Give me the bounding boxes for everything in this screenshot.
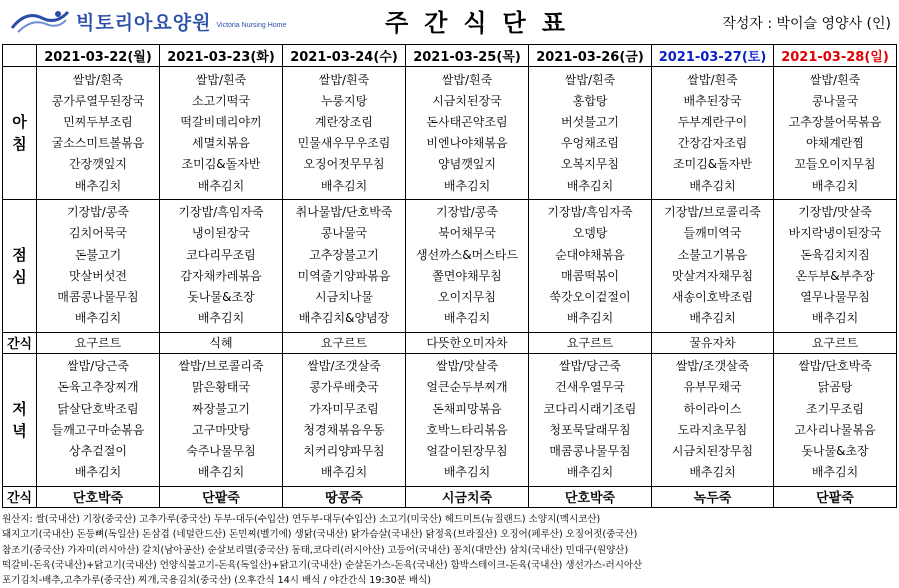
menu-item: 배추김치 xyxy=(320,178,368,193)
lunch-menu-cell xyxy=(283,199,406,332)
dinner-menu-cell xyxy=(529,353,652,486)
origin-line: 돼지고기(국내산) 돈등뼈(독일산) 돈삼겹 (네덜란드산) 돈민찌(벨기에) 생닭(국내산) 닭가슴살(국내산) 닭정육(브라질산) 오징어(페루산) 오징어젓(중국산) xyxy=(2,529,638,541)
menu-item: 하이라이스 xyxy=(683,401,742,416)
logo xyxy=(8,6,286,36)
menu-item: 기장밥/콩죽 xyxy=(435,205,498,220)
menu-item: 청포묵달래무침 xyxy=(549,422,631,437)
breakfast-menu-cell xyxy=(652,67,774,200)
breakfast-menu-cell xyxy=(283,67,406,200)
meal-label-char: 점 xyxy=(12,245,27,264)
lunch-label xyxy=(3,199,37,332)
breakfast-menu-cell xyxy=(529,67,652,200)
menu-item: 우엉채조림 xyxy=(561,136,619,151)
menu-item: 콩가루배춧국 xyxy=(309,380,379,395)
menu-item: 고사리나물볶음 xyxy=(794,422,876,437)
logo-subtitle: Victoria Nursing Home xyxy=(216,22,287,29)
menu-item: 바지락냉이된장국 xyxy=(788,226,882,241)
menu-item: 배추김치 xyxy=(811,311,859,326)
menu-item: 오복지무침 xyxy=(561,157,619,172)
menu-item: 간장깻잎지 xyxy=(69,157,127,172)
menu-item: 쌀밥/흰죽 xyxy=(441,72,493,87)
menu-item: 굴소스미트볼볶음 xyxy=(51,136,145,151)
snack-cell: 땅콩죽 xyxy=(283,486,406,507)
weekly-menu-table xyxy=(2,44,897,508)
menu-item: 배추김치 xyxy=(689,178,736,193)
day-header: 2021-03-24(수) xyxy=(283,45,406,67)
menu-item: 돈육고추장찌개 xyxy=(57,380,139,395)
menu-item: 쌀밥/흰죽 xyxy=(318,72,370,87)
menu-item: 오징어젓무무침 xyxy=(303,157,385,172)
meal-label-char: 저 xyxy=(12,399,27,418)
snack-cell: 단팥죽 xyxy=(160,486,283,507)
menu-item: 쌀밥/단호박죽 xyxy=(798,359,872,374)
menu-item: 조기무조림 xyxy=(806,401,864,416)
menu-item: 쌀밥/당근죽 xyxy=(558,359,621,374)
snack-cell: 식혜 xyxy=(160,332,283,353)
day-header: 2021-03-26(금) xyxy=(529,45,652,67)
menu-item: 고구마맛탕 xyxy=(192,422,250,437)
menu-item: 배추김치 xyxy=(689,311,736,326)
menu-item: 들깨고구마순볶음 xyxy=(51,422,145,437)
menu-item: 김치어묵국 xyxy=(69,226,127,241)
menu-item: 생선까스&머스타드 xyxy=(415,247,519,262)
day-header: 2021-03-23(화) xyxy=(160,45,283,67)
menu-item: 배추김치 xyxy=(443,311,491,326)
menu-item: 세멸치볶음 xyxy=(192,136,250,151)
menu-item: 코다리무조림 xyxy=(186,247,256,262)
menu-item: 건새우열무국 xyxy=(555,380,625,395)
menu-item: 배추된장국 xyxy=(683,93,742,108)
menu-item: 기장밥/흑임자죽 xyxy=(178,205,264,220)
menu-item: 돈채피망볶음 xyxy=(432,401,502,416)
day-header: 2021-03-28(일) xyxy=(774,45,897,67)
menu-item: 돈불고기 xyxy=(74,247,122,262)
menu-item: 호박느타리볶음 xyxy=(426,422,508,437)
menu-item: 닭곰탕 xyxy=(817,380,853,395)
menu-item: 시금치된장무침 xyxy=(671,443,754,458)
breakfast-menu-cell xyxy=(406,67,529,200)
lunch-menu-cell xyxy=(529,199,652,332)
menu-item: 돗나물&초장 xyxy=(801,443,869,458)
menu-item: 매콤콩나물무침 xyxy=(549,443,631,458)
menu-item: 쌀밥/조갯살죽 xyxy=(307,359,381,374)
breakfast-row xyxy=(3,67,897,200)
menu-item: 코다리시래기조림 xyxy=(543,401,637,416)
menu-item: 배추김치 xyxy=(74,311,122,326)
menu-item: 쌀밥/흰죽 xyxy=(564,72,616,87)
menu-item: 숙주나물무침 xyxy=(186,443,256,458)
menu-item: 열무나물무침 xyxy=(800,289,870,304)
menu-item: 매콤콩나물무침 xyxy=(57,289,139,304)
meal-label-char: 침 xyxy=(12,135,27,154)
day-header: 2021-03-27(토) xyxy=(652,45,774,67)
menu-item: 도라지초무침 xyxy=(677,422,748,437)
menu-item: 취나물밥/단호박죽 xyxy=(295,205,393,220)
menu-item: 조미김&돌자반 xyxy=(673,157,752,172)
day-header: 2021-03-22(월) xyxy=(37,45,160,67)
breakfast-menu-cell xyxy=(160,67,283,200)
menu-item: 쌀밥/흰죽 xyxy=(687,72,738,87)
menu-item: 돈사태곤약조림 xyxy=(426,115,508,129)
menu-item: 배추김치 xyxy=(197,178,245,193)
menu-item: 꼬들오이지무침 xyxy=(794,157,876,172)
menu-item: 쌀밥/흰죽 xyxy=(72,72,124,87)
menu-item: 북어채무국 xyxy=(438,226,496,241)
menu-item: 가자미무조림 xyxy=(309,401,379,416)
logo-name: 빅토리아요양원 xyxy=(76,11,212,34)
menu-item: 배추김치 xyxy=(197,311,245,326)
menu-item: 유부무채국 xyxy=(683,380,742,395)
snack-cell: 꿀유자차 xyxy=(652,332,774,353)
menu-item: 배추김치 xyxy=(443,465,491,480)
dinner-menu-cell xyxy=(37,353,160,486)
origin-line: 떡갈비-돈육(국내산)+닭고기(국내산) 언양식불고기-돈육(독일산)+닭고기(국내산) 순살돈가스-돈육(국내산) 함박스테이크-돈육(국내산) 생선가스-러시아산 xyxy=(2,559,643,571)
page-title: 주간식단표 xyxy=(385,9,581,37)
menu-item: 버섯불고기 xyxy=(561,115,619,129)
menu-item: 콩나물국 xyxy=(811,93,859,108)
menu-item: 쌀밥/맛살죽 xyxy=(435,359,498,374)
origin-line: 포기김치-배추,고추가루(중국산) 찌개,국용김치(중국산) (오후간식 14시 배식 / 야간간식 19:30분 배식) xyxy=(2,575,431,587)
lunch-menu-cell xyxy=(774,199,897,332)
snack-cell: 요구르트 xyxy=(283,332,406,353)
snack-cell: 시금치죽 xyxy=(406,486,529,507)
menu-item: 야채계란찜 xyxy=(806,136,864,151)
menu-item: 맑은황태국 xyxy=(192,380,250,395)
origin-notes xyxy=(2,512,896,588)
menu-item: 쌀밥/브로콜리죽 xyxy=(178,359,264,374)
menu-item: 배추김치 xyxy=(74,465,122,480)
snack-cell: 단호박죽 xyxy=(37,486,160,507)
menu-item: 감자채카레볶음 xyxy=(180,268,262,283)
snack-cell: 다뜻한오미자차 xyxy=(406,332,529,353)
menu-item: 쌀밥/흰죽 xyxy=(195,72,247,87)
menu-item: 맛살겨자채무침 xyxy=(671,268,754,283)
menu-item: 배추김치 xyxy=(689,465,736,480)
meal-label-char: 심 xyxy=(12,267,27,286)
dinner-menu-cell xyxy=(283,353,406,486)
menu-item: 홍합탕 xyxy=(572,93,608,108)
snack-cell: 요구르트 xyxy=(529,332,652,353)
breakfast-menu-cell xyxy=(37,67,160,200)
menu-item: 기장밥/흑임자죽 xyxy=(547,205,633,220)
menu-item: 짜장불고기 xyxy=(192,401,250,416)
menu-item: 미역줄기양파볶음 xyxy=(297,268,391,283)
menu-item: 계란장조림 xyxy=(315,115,373,129)
menu-item: 상추겉절이 xyxy=(69,443,127,458)
menu-item: 배추김치 xyxy=(197,465,245,480)
menu-item: 두부계란구이 xyxy=(677,115,748,129)
menu-item: 매콤떡볶이 xyxy=(561,268,619,283)
menu-item: 콩가루열무된장국 xyxy=(51,93,145,108)
menu-item: 닭살단호박조림 xyxy=(57,401,139,416)
breakfast-label xyxy=(3,67,37,200)
menu-item: 고추장불고기 xyxy=(309,247,379,262)
menu-item: 배추김치 xyxy=(566,311,614,326)
menu-item: 배추김치 xyxy=(811,178,859,193)
menu-item: 쑥갓오이겉절이 xyxy=(549,289,631,304)
snack1-label: 간식 xyxy=(3,332,37,353)
menu-item: 간장감자조림 xyxy=(677,136,748,151)
lunch-menu-cell xyxy=(37,199,160,332)
menu-item: 시금치나물 xyxy=(315,289,373,304)
menu-item: 새송이호박조림 xyxy=(671,289,754,304)
origin-line: 원산지: 쌀(국내산) 기장(중국산) 고추가루(중국산) 두부-대두(수입산) 연두부-대두(수입산) 소고기(미국산) 헤드미트(뉴질랜드) 소양지(멕시코산) xyxy=(2,514,601,525)
menu-item: 순대야채볶음 xyxy=(555,247,625,262)
menu-item: 기장밥/콩죽 xyxy=(66,205,129,220)
dinner-row xyxy=(3,353,897,486)
menu-item: 배추김치 xyxy=(566,178,614,193)
menu-item: 얼큰순두부찌개 xyxy=(426,380,508,395)
corner-cell xyxy=(3,45,37,67)
menu-item: 콩나물국 xyxy=(320,226,368,241)
menu-item: 배추김치 xyxy=(320,465,368,480)
lunch-row xyxy=(3,199,897,332)
lunch-menu-cell xyxy=(652,199,774,332)
page-header xyxy=(0,0,899,42)
menu-item: 고추장불어묵볶음 xyxy=(788,115,882,129)
menu-item: 쌀밥/조갯살죽 xyxy=(675,359,750,374)
dinner-menu-cell xyxy=(406,353,529,486)
menu-item: 쌀밥/당근죽 xyxy=(66,359,129,374)
day-header: 2021-03-25(목) xyxy=(406,45,529,67)
meal-label-char: 녁 xyxy=(12,421,27,440)
snack-cell: 단팥죽 xyxy=(774,486,897,507)
menu-item: 기장밥/브로콜리죽 xyxy=(664,205,761,220)
menu-item: 배추김치 xyxy=(443,178,491,193)
menu-item: 민물새우무우조림 xyxy=(297,136,391,151)
menu-item: 쫄면야채무침 xyxy=(432,268,502,283)
menu-item: 맛살버섯전 xyxy=(69,268,127,283)
menu-item: 조미김&돌자반 xyxy=(181,157,261,172)
menu-item: 비엔나야채볶음 xyxy=(426,136,508,151)
menu-item: 배추김치 xyxy=(566,465,614,480)
dinner-menu-cell xyxy=(774,353,897,486)
menu-item: 오뎅탕 xyxy=(572,226,608,241)
origin-line: 참조기(중국산) 가자미(러시아산) 갈치(남아공산) 순살보리멸(중국산) 동태,코다리(러시아산) 고등어(국내산) 꽁치(대만산) 삼치(국내산) 민대구(원양산) xyxy=(2,544,629,556)
snack2-row xyxy=(3,486,897,507)
menu-item: 들깨미역국 xyxy=(683,226,742,241)
snack1-row xyxy=(3,332,897,353)
menu-item: 배추김치 xyxy=(811,465,859,480)
menu-item: 양념깻잎지 xyxy=(438,157,496,172)
snack2-label: 간식 xyxy=(3,486,37,507)
menu-item: 소불고기볶음 xyxy=(677,247,748,262)
day-header-row xyxy=(3,45,897,67)
menu-item: 얼갈이된장무침 xyxy=(426,443,508,458)
menu-item: 민찌두부조림 xyxy=(63,115,133,129)
menu-item: 오이지무침 xyxy=(438,289,496,304)
snack-cell: 요구르트 xyxy=(774,332,897,353)
dinner-menu-cell xyxy=(160,353,283,486)
menu-item: 배추김치&양념장 xyxy=(298,311,390,326)
breakfast-menu-cell xyxy=(774,67,897,200)
logo-emblem-icon xyxy=(8,6,72,36)
menu-item: 떡갈비데리야끼 xyxy=(180,115,262,129)
menu-item: 기장밥/맛살죽 xyxy=(798,205,872,220)
menu-item: 냉이된장국 xyxy=(192,226,250,241)
dinner-label xyxy=(3,353,37,486)
menu-item: 돈육김치지짐 xyxy=(800,247,870,262)
author-line: 작성자 : 박이슬 영양사 (인) xyxy=(722,16,891,32)
menu-item: 돗나물&조장 xyxy=(187,289,255,304)
lunch-menu-cell xyxy=(160,199,283,332)
menu-item: 온두부&부추장 xyxy=(795,268,875,283)
menu-item: 배추김치 xyxy=(74,178,122,193)
snack-cell: 녹두죽 xyxy=(652,486,774,507)
dinner-menu-cell xyxy=(652,353,774,486)
menu-item: 쌀밥/흰죽 xyxy=(809,72,861,87)
menu-item: 누룽지탕 xyxy=(320,93,368,108)
menu-item: 시금치된장국 xyxy=(432,93,502,108)
snack-cell: 요구르트 xyxy=(37,332,160,353)
snack-cell: 단호박죽 xyxy=(529,486,652,507)
menu-item: 소고기떡국 xyxy=(192,93,250,108)
meal-label-char: 아 xyxy=(12,113,27,132)
menu-item: 치커리양파무침 xyxy=(303,443,385,458)
lunch-menu-cell xyxy=(406,199,529,332)
menu-item: 청경채볶음우동 xyxy=(303,422,385,437)
